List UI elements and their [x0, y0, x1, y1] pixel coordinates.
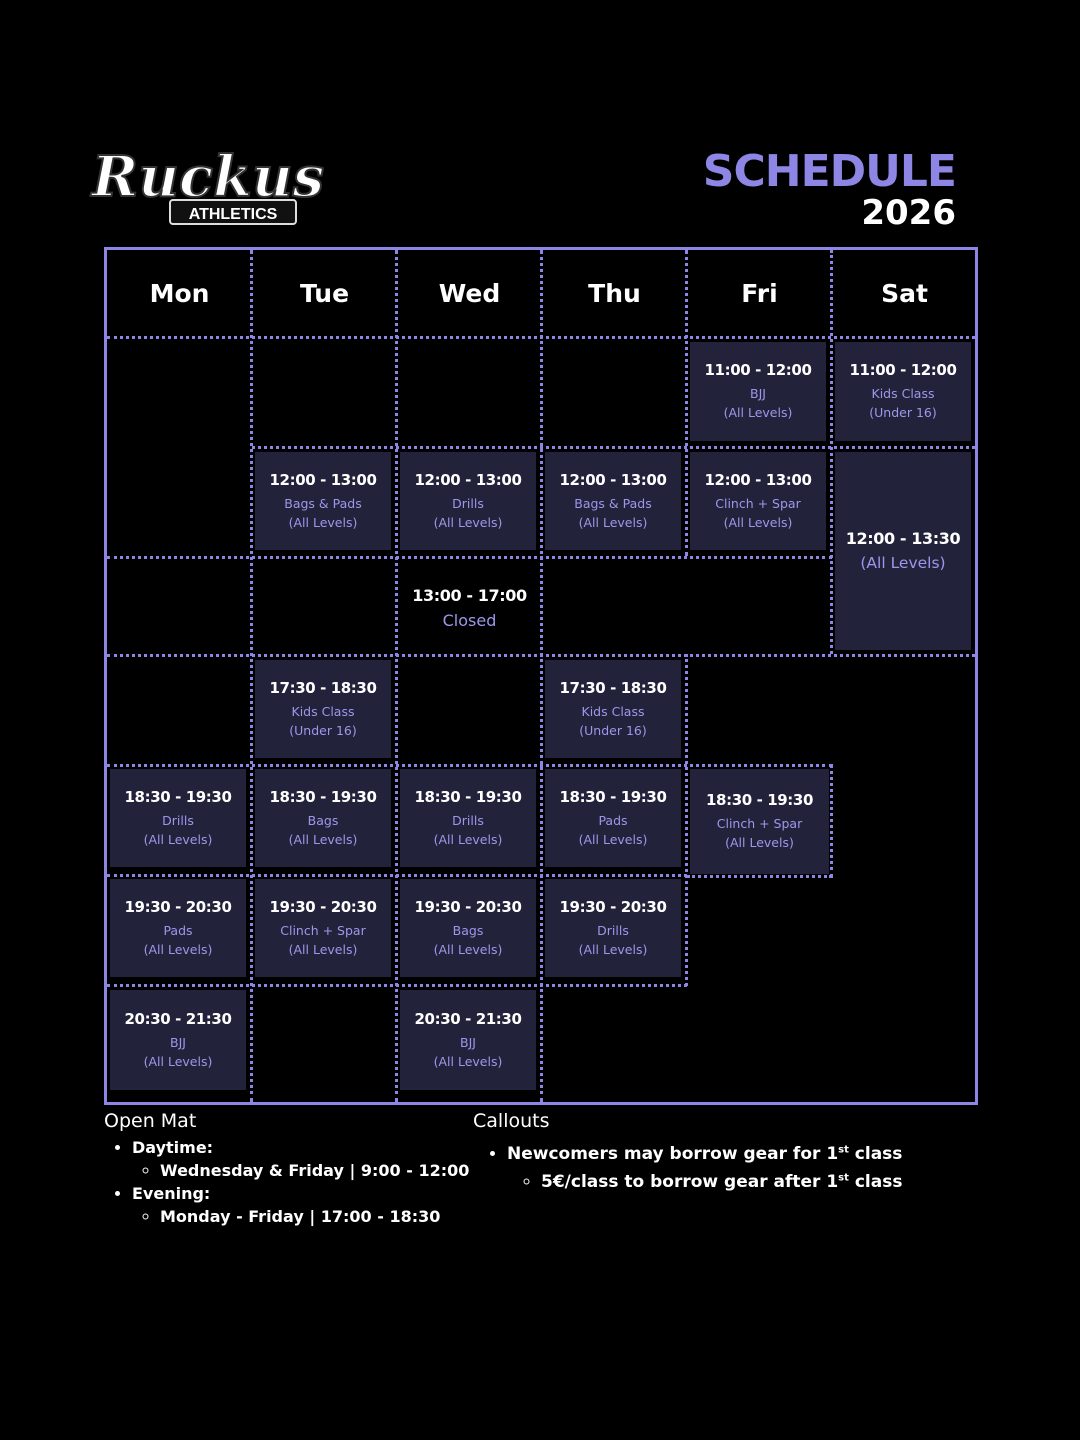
- title-year: 2026: [861, 193, 956, 233]
- day-header-mon: Mon: [149, 278, 210, 308]
- session-tue-1930: 19:30 - 20:30 Clinch + Spar (All Levels): [255, 879, 391, 977]
- schedule-grid: [104, 247, 978, 1105]
- grid-line: [830, 764, 833, 878]
- callout-item-1: • Newcomers may borrow gear for 1st class ◦ 5€/class to borrow gear after 1st class: [507, 1140, 902, 1196]
- session-thu-1930: 19:30 - 20:30 Drills (All Levels): [545, 879, 681, 977]
- open-mat-daytime-detail: ◦ Wednesday & Friday | 9:00 - 12:00: [160, 1159, 469, 1182]
- day-header-wed: Wed: [438, 278, 501, 308]
- callouts-heading: Callouts: [473, 1110, 550, 1132]
- grid-line: [685, 250, 688, 556]
- callouts-section: [473, 1110, 902, 1196]
- grid-line: [685, 654, 688, 986]
- session-wed-1200: 12:00 - 13:00 Drills (All Levels): [400, 452, 536, 550]
- day-header-fri: Fri: [741, 278, 778, 308]
- session-wed-2030: 20:30 - 21:30 BJJ (All Levels): [400, 990, 536, 1090]
- callout-item-2: ◦ 5€/class to borrow gear after 1st class: [541, 1168, 902, 1196]
- session-thu-1200: 12:00 - 13:00 Bags & Pads (All Levels): [545, 452, 681, 550]
- grid-line: [250, 250, 253, 1102]
- grid-line: [687, 875, 832, 878]
- session-wed-1930: 19:30 - 20:30 Bags (All Levels): [400, 879, 536, 977]
- open-mat-daytime: • Daytime: ◦ Wednesday & Friday | 9:00 - 12:00: [132, 1136, 469, 1182]
- logo-sub-text: ATHLETICS: [188, 206, 278, 223]
- session-fri-1100: 11:00 - 12:00 BJJ (All Levels): [690, 342, 826, 441]
- logo-script-text: Ruckus: [91, 144, 325, 210]
- day-header-sat: Sat: [881, 278, 928, 308]
- open-mat-section: [104, 1110, 469, 1228]
- session-thu-1830: 18:30 - 19:30 Pads (All Levels): [545, 769, 681, 867]
- session-wed-1830: 18:30 - 19:30 Drills (All Levels): [400, 769, 536, 867]
- closed-period: 13:00 - 17:00 Closed: [412, 586, 527, 630]
- session-sat-1100: 11:00 - 12:00 Kids Class (Under 16): [835, 342, 971, 441]
- session-mon-2030: 20:30 - 21:30 BJJ (All Levels): [110, 990, 246, 1090]
- session-mon-1930: 19:30 - 20:30 Pads (All Levels): [110, 879, 246, 977]
- grid-line: [252, 446, 975, 449]
- grid-line: [395, 250, 398, 1102]
- day-header-thu: Thu: [588, 278, 641, 308]
- grid-line: [540, 250, 543, 1102]
- gym-logo: [91, 130, 325, 230]
- session-thu-1730: 17:30 - 18:30 Kids Class (Under 16): [545, 660, 681, 758]
- session-tue-1830: 18:30 - 19:30 Bags (All Levels): [255, 769, 391, 867]
- grid-line: [107, 556, 832, 559]
- grid-line: [107, 764, 832, 767]
- grid-line: [830, 250, 833, 654]
- open-mat-heading: Open Mat: [104, 1110, 197, 1132]
- session-mon-1830: 18:30 - 19:30 Drills (All Levels): [110, 769, 246, 867]
- session-tue-1730: 17:30 - 18:30 Kids Class (Under 16): [255, 660, 391, 758]
- open-mat-evening-detail: ◦ Monday - Friday | 17:00 - 18:30: [160, 1205, 469, 1228]
- title-main: SCHEDULE: [702, 146, 956, 197]
- session-fri-1830: 18:30 - 19:30 Clinch + Spar (All Levels): [690, 769, 829, 874]
- open-mat-evening: • Evening: ◦ Monday - Friday | 17:00 - 18:30: [132, 1182, 469, 1228]
- schedule-title: [702, 146, 956, 233]
- session-sat-1200: 12:00 - 13:30 (All Levels): [835, 452, 971, 650]
- day-header-tue: Tue: [299, 278, 350, 308]
- session-tue-1200: 12:00 - 13:00 Bags & Pads (All Levels): [255, 452, 391, 550]
- session-fri-1200: 12:00 - 13:00 Clinch + Spar (All Levels): [690, 452, 826, 550]
